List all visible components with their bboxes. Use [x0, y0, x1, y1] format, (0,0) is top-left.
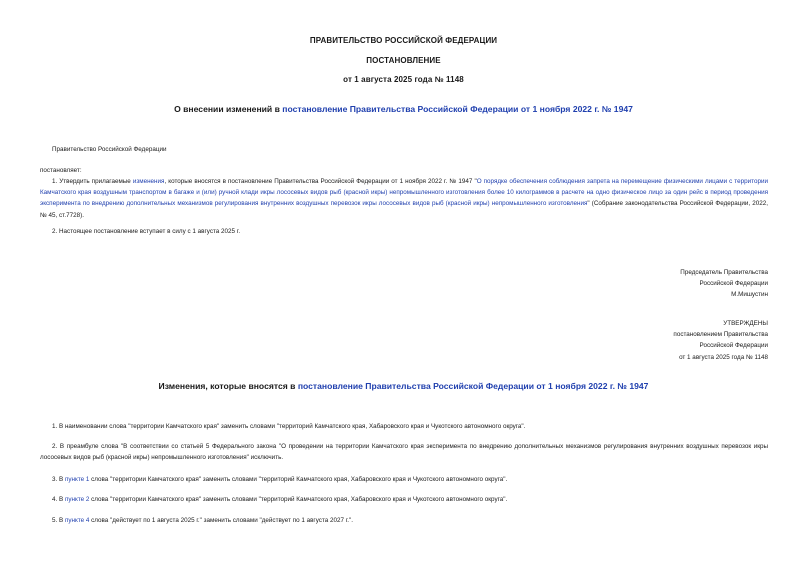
document-type: ПОСТАНОВЛЕНИЕ: [366, 56, 441, 65]
change-3: [52, 474, 507, 485]
decree-title-link[interactable]: О порядке обеспечения соблюдения запрета на перемещение физическими лицами с территории Камчатского края воздушным транспортом в багаже и (или) ручной клади икры лососевых видов рыб (красной икры) непромышленного изготовления более 10 килограммов в расчете на одно физическое лицо за один рейс в период проведения эксперимента по внедрению дополнительных механизмов регулирования внутренних воздушных перевозок икры лососевых видов рыб (красной икры) непромышленного изготовления: [40, 178, 768, 208]
change-4-prefix: 4. В: [52, 496, 65, 503]
approved-line-2: постановлением Правительства: [673, 331, 768, 339]
document-date-number: от 1 августа 2025 года № 1148: [343, 75, 464, 84]
item-1-part-2: , которые вносятся в постановление Правительства Российской Федерации от 1 ноября 2022 г. № 1947 ": [164, 178, 477, 185]
signature-line-2: Российской Федерации: [699, 280, 768, 288]
item-2-paragraph: 2. Настоящее постановление вступает в силу с 1 августа 2025 г.: [52, 228, 241, 235]
item-1-paragraph: [40, 176, 768, 221]
approved-line-3: Российской Федерации: [699, 342, 768, 350]
change-4-text: слова "территории Камчатского края" заменить словами "территорий Камчатского края, Хабаровского края и Чукотского автономного округа".: [89, 496, 508, 503]
signature-block: [680, 267, 768, 301]
change-3-text: слова "территории Камчатского края" заменить словами "территорий Камчатского края, Хабаровского края и Чукотского автономного округа".: [89, 476, 508, 483]
approved-line-4: от 1 августа 2025 года № 1148: [679, 353, 768, 361]
changes-title: [0, 381, 807, 391]
item-1-part-3: " (Собрание законодательства Российской Федерации, 2022, № 45, ст.7728).: [40, 200, 768, 219]
changes-title-prefix: Изменения, которые вносятся в: [158, 381, 298, 391]
approved-block: [673, 318, 768, 363]
approved-line-1: УТВЕРЖДЕНЫ: [723, 320, 768, 327]
changes-decree-1947-link[interactable]: постановление Правительства Российской Федерации от 1 ноября 2022 г. № 1947: [297, 381, 649, 391]
change-4: [52, 494, 507, 505]
point-1-link[interactable]: пункте 1: [64, 476, 90, 483]
change-2: 2. В преамбуле слова "В соответствии со статьей 5 Федерального закона "О проведении на территории Камчатского края эксперимента по внедрению дополнительных механизмов регулирования внутренних воздушных перевозок икры лососевых видов рыб (красной икры) непромышленного изготовления" исключить.: [40, 443, 768, 462]
item-1-part-1: 1. Утвердить прилагаемые: [52, 178, 133, 185]
decree-1947-link[interactable]: постановление Правительства Российской Федерации от 1 ноября 2022 г. № 1947: [282, 104, 633, 114]
signature-line-1: Председатель Правительства: [680, 269, 768, 276]
government-heading: ПРАВИТЕЛЬСТВО РОССИЙСКОЙ ФЕДЕРАЦИИ: [309, 36, 498, 45]
point-4-link[interactable]: пункте 4: [64, 517, 90, 524]
change-5-prefix: 5. В: [52, 517, 65, 524]
document-title-prefix: О внесении изменений в: [174, 104, 283, 114]
change-5: [52, 515, 353, 526]
change-5-text: слова "действует по 1 августа 2025 г." заменить словами "действует по 1 августа 2027 г.".: [89, 517, 354, 524]
change-1: 1. В наименовании слова "территории Камчатского края" заменить словами "территорий Камчатского края, Хабаровского края и Чукотского автономного округа".: [52, 423, 526, 430]
document-title: [0, 104, 807, 114]
change-3-prefix: 3. В: [52, 476, 65, 483]
preamble-decrees: постановляет:: [40, 167, 82, 174]
point-2-link[interactable]: пункте 2: [64, 496, 90, 503]
changes-link[interactable]: изменения: [132, 178, 165, 185]
signature-line-3: М.Мишустин: [731, 291, 768, 299]
preamble-issuer: Правительство Российской Федерации: [52, 146, 167, 153]
